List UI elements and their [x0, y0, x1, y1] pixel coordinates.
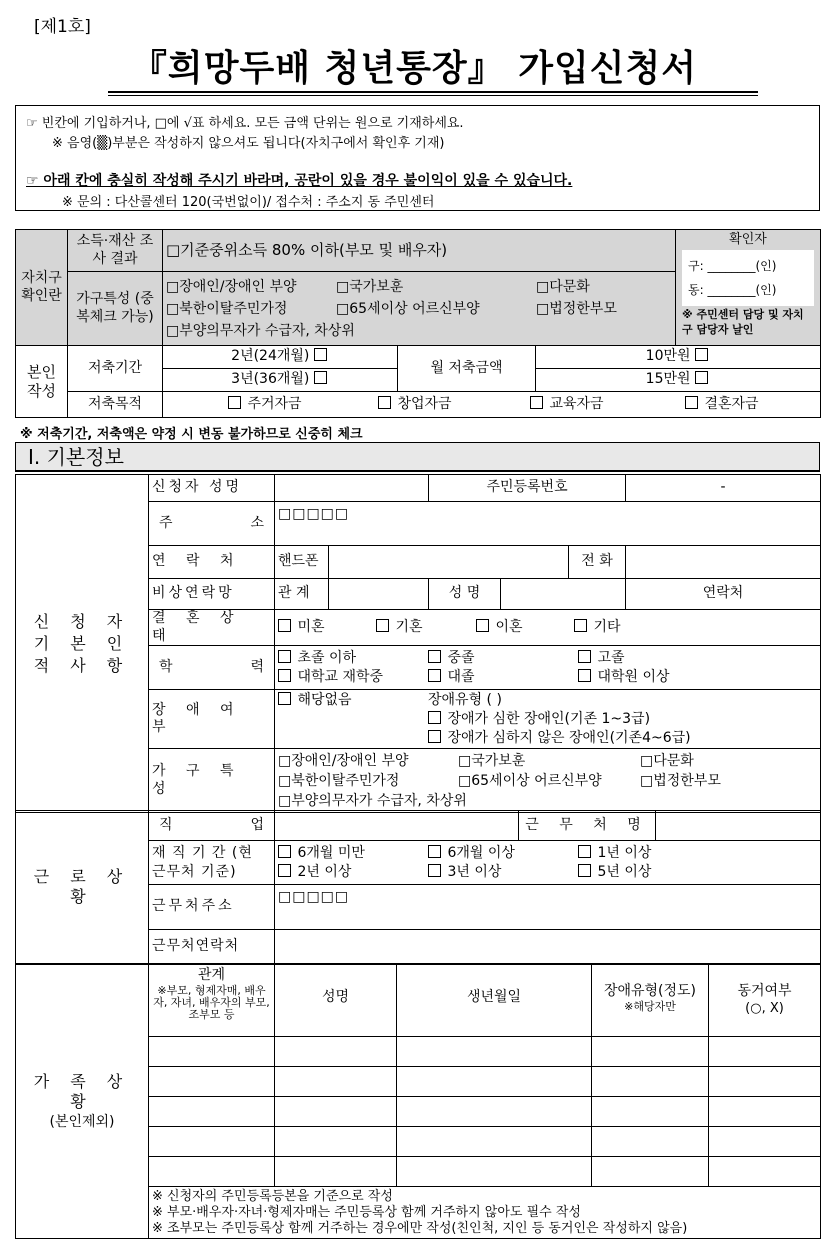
family-cell[interactable]	[709, 1127, 821, 1157]
family-cell[interactable]	[397, 1127, 592, 1157]
household-opt[interactable]: □북한이탈주민가정	[166, 300, 288, 317]
family-group	[16, 965, 149, 1239]
checkbox-icon[interactable]	[685, 396, 698, 409]
purpose-label: 저축목적	[68, 392, 163, 418]
family-cell[interactable]	[275, 1127, 397, 1157]
section-title: Ⅰ. 기본정보	[15, 442, 820, 472]
confirm-dong[interactable]: 동: ________(인)	[688, 283, 777, 298]
family-cell[interactable]	[149, 1037, 275, 1067]
checkbox-icon[interactable]	[314, 348, 327, 361]
checkbox-icon[interactable]	[428, 711, 441, 724]
household-opt[interactable]: □65세이상 어르신부양	[336, 300, 480, 317]
family-cell[interactable]	[709, 1067, 821, 1097]
household-options[interactable]	[163, 272, 676, 346]
marital-label: 결 혼 상 태	[149, 610, 275, 646]
family-cell[interactable]	[592, 1157, 709, 1187]
col-name: 성명	[275, 965, 397, 1037]
checkbox-icon[interactable]	[428, 650, 441, 663]
col-disability: 장애유형(정도) ※해당자만	[592, 965, 709, 1037]
col-cohabit: 동거여부 (○, X)	[709, 965, 821, 1037]
workplace-field[interactable]	[656, 811, 821, 841]
applicant-household-options[interactable]: □장애인/장애인 부양 □국가보훈 □다문화 □북한이탈주민가정 □65세이상 어르신부양 □법정한부모 □부양의무자가 수급자, 차상위	[275, 749, 821, 813]
self-table	[15, 345, 821, 418]
family-cell[interactable]	[275, 1067, 397, 1097]
col-relation: 관계 ※부모, 형제자매, 배우자, 자녀, 배우자의 부모, 조부모 등	[149, 965, 275, 1037]
family-cell[interactable]	[397, 1067, 592, 1097]
rrn-label: 주민등록번호	[429, 475, 626, 502]
period-label: 저축기간	[68, 346, 163, 392]
checkbox-icon[interactable]	[376, 619, 389, 632]
title-underline-thin	[108, 95, 758, 96]
amount-label: 월 저축금액	[398, 346, 536, 392]
checkbox-icon[interactable]	[278, 845, 291, 858]
tenure-options[interactable]: 6개월 미만 6개월 이상 1년 이상 2년 이상 3년 이상 5년 이상	[275, 841, 821, 885]
work-table	[15, 810, 821, 964]
checkbox-icon[interactable]	[476, 619, 489, 632]
checkbox-icon[interactable]	[428, 730, 441, 743]
family-cell[interactable]	[592, 1037, 709, 1067]
checkbox-icon[interactable]	[695, 348, 708, 361]
work-group-label: 근 로 상 황	[16, 811, 149, 964]
checkbox-icon[interactable]	[428, 845, 441, 858]
checkbox-icon[interactable]	[578, 669, 591, 682]
family-cell[interactable]	[709, 1097, 821, 1127]
warning-note: ※ 저축기간, 저축액은 약정 시 변동 불가하므로 신중히 체크	[20, 427, 363, 442]
work-address-label: 근무처주소	[149, 885, 275, 930]
checkbox-icon[interactable]	[574, 619, 587, 632]
work-contact-field[interactable]	[275, 930, 821, 964]
marital-options[interactable]: 미혼 기혼 이혼 기타	[275, 610, 821, 646]
family-cell[interactable]	[275, 1157, 397, 1187]
checkbox-icon[interactable]	[314, 371, 327, 384]
period-opt-36[interactable]: 3년(36개월)	[163, 369, 398, 392]
workplace-label: 근 무 처 명	[519, 811, 656, 841]
family-cell[interactable]	[397, 1097, 592, 1127]
purpose-opt[interactable]: 교육자금	[549, 395, 604, 412]
amount-opt-10[interactable]: 10만원	[536, 346, 821, 369]
family-note: ※ 조부모는 주민등록상 함께 거주하는 경우에만 작성(친인척, 지인 등 동거인은 작성하지 않음)	[152, 1221, 688, 1236]
checkbox-icon[interactable]	[378, 396, 391, 409]
period-opt-24[interactable]: 2년(24개월)	[163, 346, 398, 369]
mobile-field[interactable]	[329, 546, 569, 579]
checkbox-icon[interactable]	[278, 692, 291, 705]
notice-line-2: ※ 음영(▒)부분은 작성하지 않으셔도 됩니다(자치구에서 확인후 기재)	[52, 136, 445, 151]
family-note: ※ 부모·배우자·자녀·형제자매는 주민등록상 함께 거주하지 않아도 필수 작성	[152, 1205, 581, 1220]
work-contact-label: 근무처연락처	[149, 930, 275, 964]
notice-line-4: ※ 문의 : 다산콜센터 120(국번없이)/ 접수처 : 주소지 동 주민센터	[62, 195, 435, 210]
applicant-household-label: 가 구 특 성	[149, 749, 275, 813]
work-address-field[interactable]: □□□□□	[275, 885, 821, 930]
tenure-label: 재 직 기 간 (현 근무처 기준)	[149, 841, 275, 885]
family-notes	[149, 1187, 821, 1239]
district-table	[15, 229, 821, 346]
ename-field[interactable]	[501, 579, 626, 610]
form-number: [제1호]	[34, 17, 91, 37]
edu-label: 학 력	[149, 646, 275, 690]
checkbox-icon[interactable]	[578, 845, 591, 858]
family-note: ※ 신청자의 주민등록등본을 기준으로 작성	[152, 1189, 393, 1204]
household-opt[interactable]: □장애인/장애인 부양	[166, 278, 297, 295]
household-label: 가구특성 (중복체크 가능)	[68, 272, 163, 346]
checkbox-icon[interactable]	[578, 864, 591, 877]
purpose-opt[interactable]: 창업자금	[397, 395, 452, 412]
rrn-field[interactable]: -	[626, 475, 821, 502]
checkbox-icon[interactable]	[428, 669, 441, 682]
family-cell[interactable]	[592, 1127, 709, 1157]
family-cell[interactable]	[397, 1157, 592, 1187]
job-label: 직 업	[149, 811, 275, 841]
income-label: 소득·재산 조사 결과	[68, 230, 163, 272]
household-opt[interactable]: □법정한부모	[536, 300, 617, 317]
phone-field[interactable]	[626, 546, 821, 579]
family-cell[interactable]	[709, 1157, 821, 1187]
checkbox-icon[interactable]	[530, 396, 543, 409]
family-cell[interactable]	[275, 1037, 397, 1067]
purpose-options[interactable]	[163, 392, 821, 418]
family-group-label: 가 족 상 황	[33, 1071, 131, 1111]
edu-options[interactable]: 초졸 이하 중졸 고졸 대학교 재학중 대졸 대학원 이상	[275, 646, 821, 690]
purpose-opt[interactable]: 결혼자금	[704, 395, 759, 412]
family-cell[interactable]	[149, 1157, 275, 1187]
confirm-box	[676, 230, 821, 346]
col-relation-note: ※부모, 형제자매, 배우자, 자녀, 배우자의 부모, 조부모 등	[153, 983, 270, 1021]
form-title: 『희망두배 청년통장』 가입신청서	[130, 48, 698, 89]
checkbox-icon[interactable]	[228, 396, 241, 409]
purpose-opt[interactable]: 주거자금	[247, 395, 302, 412]
job-field[interactable]	[275, 811, 519, 841]
ename-label: 성 명	[429, 579, 501, 610]
name-field[interactable]	[275, 475, 429, 502]
applicant-group-label: 신 청 자 기 본 인 적 사 항	[16, 475, 149, 813]
applicant-table	[15, 474, 821, 813]
confirm-signature-area[interactable]	[682, 250, 814, 306]
checkbox-icon[interactable]	[278, 864, 291, 877]
confirm-title: 확인자	[729, 232, 767, 247]
notice-line-3: ☞ 아래 칸에 충실히 작성해 주시기 바라며, 공란이 있을 경우 불이익이 있을 수 있습니다.	[26, 173, 573, 189]
address-field[interactable]: □□□□□	[275, 502, 821, 546]
checkbox-icon[interactable]	[278, 619, 291, 632]
household-opt[interactable]: □국가보훈	[336, 278, 404, 295]
notice-line-1: ☞ 빈칸에 기입하거나, □에 √표 하세요. 모든 금액 단위는 원으로 기재하세요.	[26, 116, 464, 131]
household-opt[interactable]: □부양의무자가 수급자, 차상위	[166, 322, 355, 339]
household-opt[interactable]: □다문화	[536, 278, 590, 295]
relation-field[interactable]	[329, 579, 429, 610]
self-label: 본인 작성	[16, 346, 68, 418]
checkbox-icon[interactable]	[278, 650, 291, 663]
district-label: 자치구 확인란	[16, 230, 68, 346]
checkbox-icon[interactable]	[278, 669, 291, 682]
family-cell[interactable]	[149, 1127, 275, 1157]
family-cell[interactable]	[592, 1067, 709, 1097]
amount-opt-15[interactable]: 15만원	[536, 369, 821, 392]
mobile-label: 핸드폰	[275, 546, 329, 579]
disability-type[interactable]: 장애유형 ( )	[428, 691, 502, 708]
title-underline	[108, 91, 758, 93]
checkbox-icon[interactable]	[695, 371, 708, 384]
family-cell[interactable]	[592, 1097, 709, 1127]
notice-box	[15, 105, 820, 211]
confirm-gu[interactable]: 구: ________(인)	[688, 259, 777, 274]
phone-label: 전 화	[569, 546, 626, 579]
col-birth: 생년월일	[397, 965, 592, 1037]
contact-label: 연 락 처	[149, 546, 275, 579]
disability-label: 장 애 여 부	[149, 690, 275, 749]
confirm-note: ※ 주민센터 담당 및 자치구 담당자 날인	[682, 308, 804, 336]
family-cell[interactable]	[149, 1097, 275, 1127]
econtact-label: 연락처	[626, 579, 821, 610]
checkbox-icon[interactable]	[428, 864, 441, 877]
income-value[interactable]: □기준중위소득 80% 이하(부모 및 배우자)	[163, 230, 676, 272]
family-cell[interactable]	[397, 1037, 592, 1067]
address-label: 주 소	[149, 502, 275, 546]
checkbox-icon[interactable]	[578, 650, 591, 663]
family-cell[interactable]	[149, 1067, 275, 1097]
name-label: 신청자 성명	[149, 475, 275, 502]
family-group-sub: (본인제외)	[49, 1113, 115, 1130]
family-cell[interactable]	[275, 1097, 397, 1127]
disability-options[interactable]: 해당없음 장애유형 ( ) 장애가 심한 장애인(기존 1~3급) 장애가 심하지 않은 장애인(기존4~6급)	[275, 690, 821, 749]
relation-label: 관 계	[275, 579, 329, 610]
family-table	[15, 964, 821, 1239]
family-cell[interactable]	[709, 1037, 821, 1067]
emergency-label: 비상연락망	[149, 579, 275, 610]
